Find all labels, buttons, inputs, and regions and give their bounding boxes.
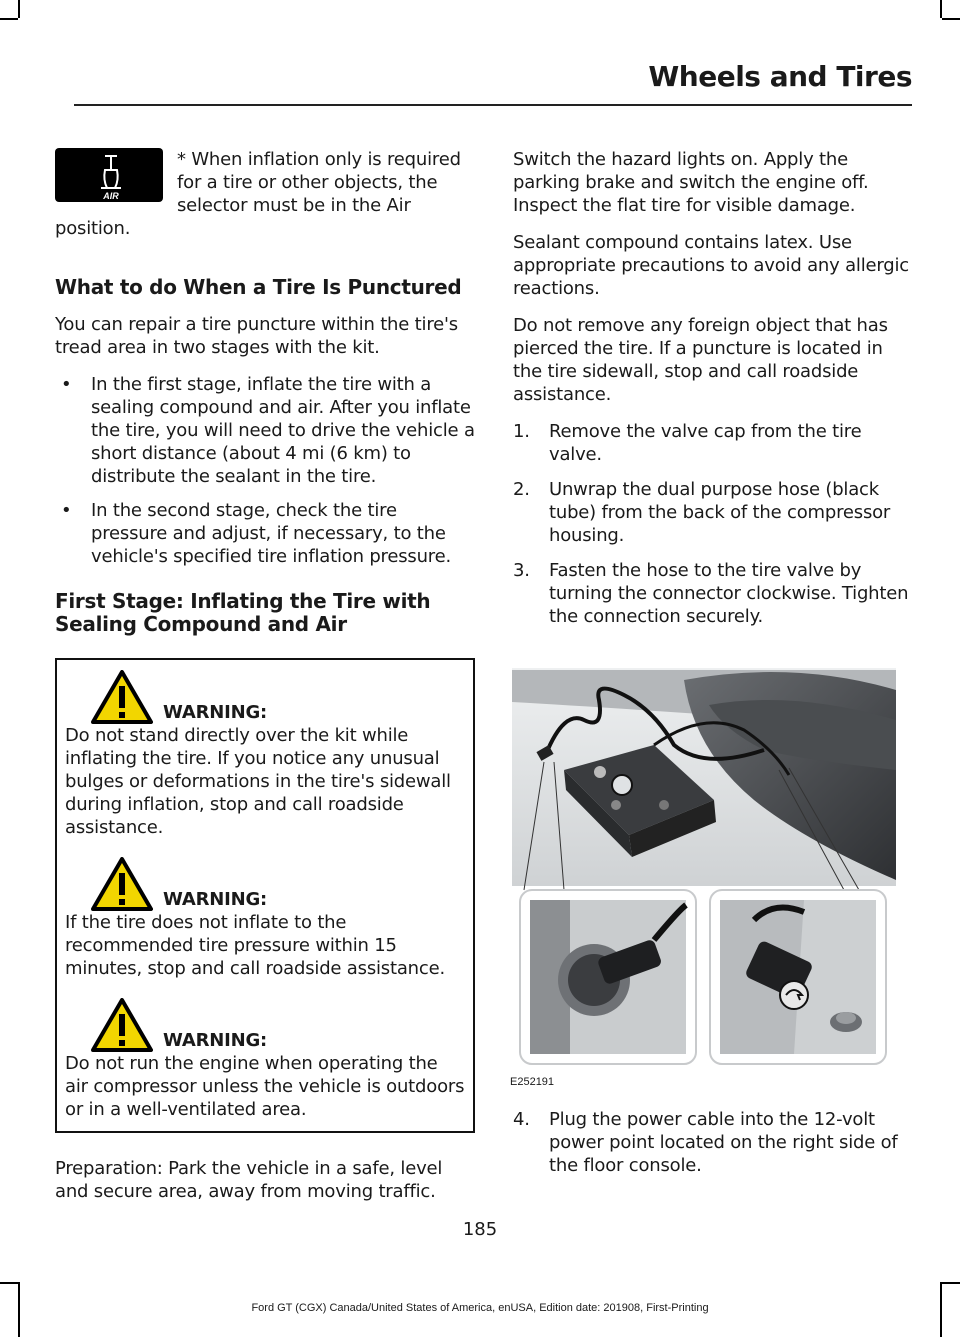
crop-mark-top-left	[18, 0, 20, 18]
intro-text: * When inflation only is required for a tire or other objects, the selector must be in the Air position.	[55, 149, 461, 239]
crop-mark-top-right	[940, 0, 942, 18]
right-column	[510, 148, 910, 1191]
list-item	[513, 1108, 910, 1177]
step-text: Unwrap the dual purpose hose (black tube) from the back of the compressor housing.	[549, 479, 891, 546]
compressor-illustration	[504, 650, 900, 1088]
section-intro-paragraph: You can repair a tire puncture within the tire's tread area in two stages with the kit.	[55, 314, 458, 358]
crop-mark-top-left-h	[0, 18, 18, 20]
warning-label: WARNING:	[163, 889, 268, 910]
step-number: 4.	[513, 1109, 530, 1130]
left-column	[55, 148, 475, 1217]
list-item	[513, 559, 910, 628]
list-item	[55, 373, 475, 488]
warning-label: WARNING:	[163, 702, 268, 723]
preparation-text: Preparation: Park the vehicle in a safe, level and secure area, away from moving traffic.	[55, 1158, 443, 1202]
crop-mark-bottom-right-h	[942, 1282, 960, 1284]
crop-mark-top-right-h	[942, 18, 960, 20]
bullet-text: In the first stage, inflate the tire with a sealing compound and air. After you inflate the tire, you will need to drive the vehicle a short distance (about 4 mi (6 km) to distribute the sealant in the tire.	[91, 374, 475, 487]
foreign-object-paragraph: Do not remove any foreign object that has pierced the tire. If a puncture is located in the tire sidewall, stop and call roadside assistance.	[513, 315, 888, 405]
bullet-marker: •	[61, 374, 72, 395]
step-number: 2.	[513, 479, 530, 500]
step-text: Remove the valve cap from the tire valve.	[549, 421, 862, 465]
header-rule	[74, 104, 912, 106]
steps-list	[513, 420, 910, 628]
section-heading-punctured: What to do When a Tire Is Punctured	[55, 275, 462, 299]
section-heading-first-stage: First Stage: Inflating the Tire with Sealing Compound and Air	[55, 589, 431, 636]
hazard-paragraph: Switch the hazard lights on. Apply the parking brake and switch the engine off. Inspect the flat tire for visible damage.	[513, 149, 869, 216]
steps-list-continued	[513, 1108, 910, 1177]
warning-box	[55, 658, 475, 1133]
warning-text: Do not stand directly over the kit while inflating the tire. If you notice any unusual bulges or deformations in the tire's sidewall during inflation, stop and call roadside assistance.	[65, 725, 451, 838]
list-item	[513, 420, 910, 466]
warning-1	[65, 670, 465, 839]
warning-3	[65, 998, 465, 1121]
svg-text:AIR: AIR	[103, 191, 119, 201]
figure-code: E252191	[510, 1076, 555, 1088]
page-title: Wheels and Tires	[648, 60, 912, 93]
crop-mark-bottom-left-h	[0, 1282, 18, 1284]
bullet-text: In the second stage, check the tire pressure and adjust, if necessary, to the vehicle's specified tire inflation pressure.	[91, 500, 451, 567]
step-number: 1.	[513, 421, 530, 442]
latex-paragraph: Sealant compound contains latex. Use appropriate precautions to avoid any allergic reactions.	[513, 232, 909, 299]
warning-triangle-icon	[91, 857, 153, 911]
step-text: Plug the power cable into the 12-volt power point located on the right side of the floor console.	[549, 1109, 898, 1176]
warning-2	[65, 857, 465, 980]
warning-text: Do not run the engine when operating the air compressor unless the vehicle is outdoors or in a well-ventilated area.	[65, 1053, 465, 1120]
step-number: 3.	[513, 560, 530, 581]
bullet-marker: •	[61, 500, 72, 521]
step-text: Fasten the hose to the tire valve by turning the connector clockwise. Tighten the connection securely.	[549, 560, 909, 627]
warning-triangle-icon	[91, 670, 153, 724]
edition-footer: Ford GT (CGX) Canada/United States of America, enUSA, Edition date: 201908, First-Printing	[251, 1302, 709, 1314]
stage-bullet-list	[55, 373, 475, 568]
list-item	[55, 499, 475, 568]
warning-label: WARNING:	[163, 1030, 268, 1051]
air-selector-icon	[55, 148, 163, 202]
warning-triangle-icon	[91, 998, 153, 1052]
compressor-hose-figure	[504, 650, 900, 1070]
warning-text: If the tire does not inflate to the recommended tire pressure within 15 minutes, stop and call roadside assistance.	[65, 912, 445, 979]
list-item	[513, 478, 910, 547]
page-number: 185	[462, 1219, 498, 1240]
